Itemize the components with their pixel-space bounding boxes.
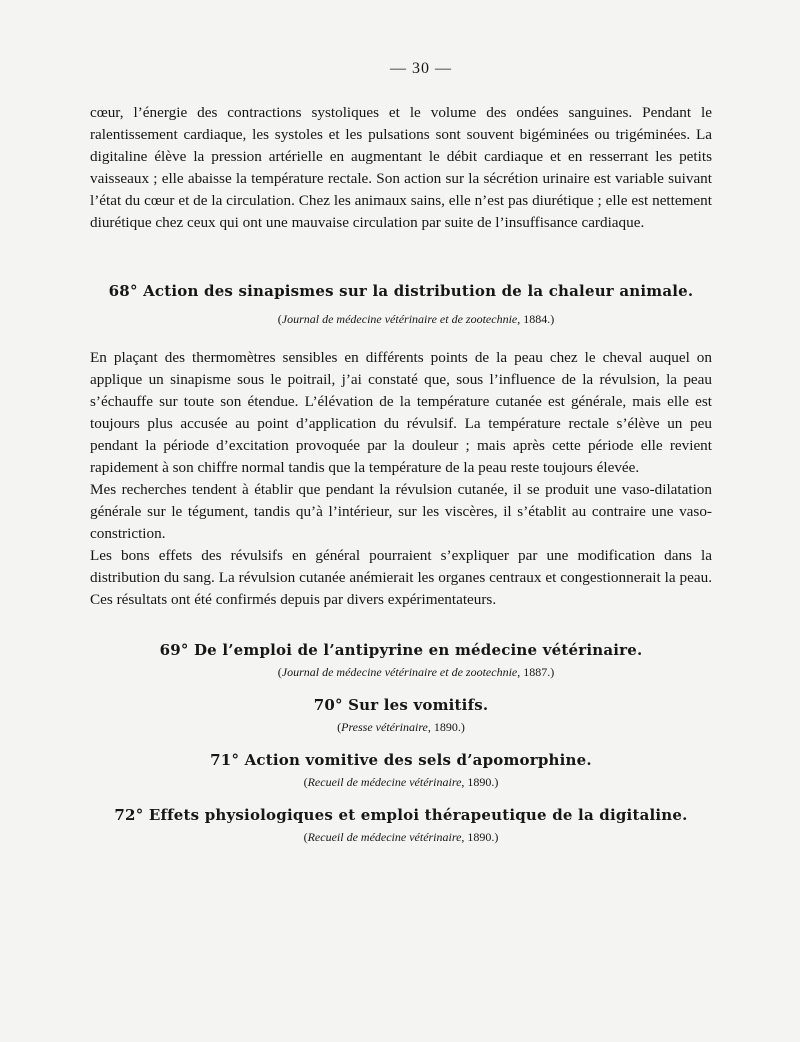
section-title: 69° De l’emploi de l’antipyrine en médecine vétérinaire. — [159, 641, 643, 659]
source-journal: Recueil de médecine vétérinaire — [307, 775, 462, 789]
source-citation: (Journal de médecine vétérinaire et de zootechnie, 1887.) — [277, 665, 555, 679]
source-journal: Presse vétérinaire — [341, 720, 428, 734]
source-citation: (Recueil de médecine vétérinaire, 1890.) — [303, 775, 499, 789]
section-71 — [90, 751, 712, 790]
section-title: 68° Action des sinapismes sur la distribution de la chaleur animale. — [108, 282, 694, 300]
page-number: — 30 — — [390, 60, 452, 77]
section-72 — [90, 806, 712, 845]
source-citation: (Journal de médecine vétérinaire et de zootechnie, 1884.) — [277, 312, 555, 326]
intro-paragraph: cœur, l’énergie des contractions systoliques et le volume des ondées sanguines. Pendant le ralentissement cardiaque, les systoles et les pulsations sont souvent bigéminées ou trigéminées. La digitaline élève la pression artérielle en augmentant le débit cardiaque et en resserrant les petits vaisseaux ; elle abaisse la température rectale. Son action sur la sécrétion urinaire est variable suivant l’état du cœur et de la circulation. Chez les animaux sains, elle n’est pas diurétique ; elle est nettement diurétique chez ceux qui ont une mauvaise circulation par suite de l’insuffisance cardiaque. — [90, 104, 712, 231]
source-year: , 1887.) — [517, 665, 555, 679]
source-year: , 1890.) — [461, 830, 499, 844]
page-content — [90, 60, 712, 845]
source-citation: (Recueil de médecine vétérinaire, 1890.) — [303, 830, 499, 844]
source-year: , 1890.) — [427, 720, 465, 734]
section-paragraph-2: Mes recherches tendent à établir que pendant la révulsion cutanée, il se produit une vaso-dilatation générale sur le tégument, tandis qu’à l’intérieur, sur les viscères, il s’établit au contraire une vaso-constriction. — [90, 481, 712, 542]
section-68 — [90, 282, 712, 611]
source-year: , 1884.) — [517, 312, 555, 326]
source-citation: (Presse vétérinaire, 1890.) — [337, 720, 465, 734]
section-paragraph-3: Les bons effets des révulsifs en général pourraient s’expliquer par une modification dans la distribution du sang. La révulsion cutanée anémierait les organes centraux et congestionnerait la peau. Ces résultats ont été confirmés depuis par divers expérimentateurs. — [90, 547, 712, 608]
source-year: , 1890.) — [461, 775, 499, 789]
section-69 — [90, 641, 712, 680]
section-title: 72° Effets physiologiques et emploi thérapeutique de la digitaline. — [114, 806, 688, 824]
section-title: 70° Sur les vomitifs. — [313, 696, 489, 714]
section-paragraph-1: En plaçant des thermomètres sensibles en différents points de la peau chez le cheval auquel on applique un sinapisme sous le poitrail, j’ai constaté que, sous l’influence de la révulsion, la peau s’échauffe sur toute son étendue. L’élévation de la température cutanée est générale, mais elle est toujours plus accusée au point d’application du révulsif. La température rectale s’élève un peu pendant la période d’excitation provoquée par la douleur ; mais après cette période elle revient rapidement à son chiffre normal tandis que la température de la peau reste toujours élevée. — [90, 349, 712, 476]
section-70 — [90, 696, 712, 735]
source-journal: Journal de médecine vétérinaire et de zootechnie — [281, 665, 518, 679]
source-journal: Recueil de médecine vétérinaire — [307, 830, 462, 844]
section-title: 71° Action vomitive des sels d’apomorphine. — [210, 751, 592, 769]
source-journal: Journal de médecine vétérinaire et de zootechnie — [281, 312, 518, 326]
